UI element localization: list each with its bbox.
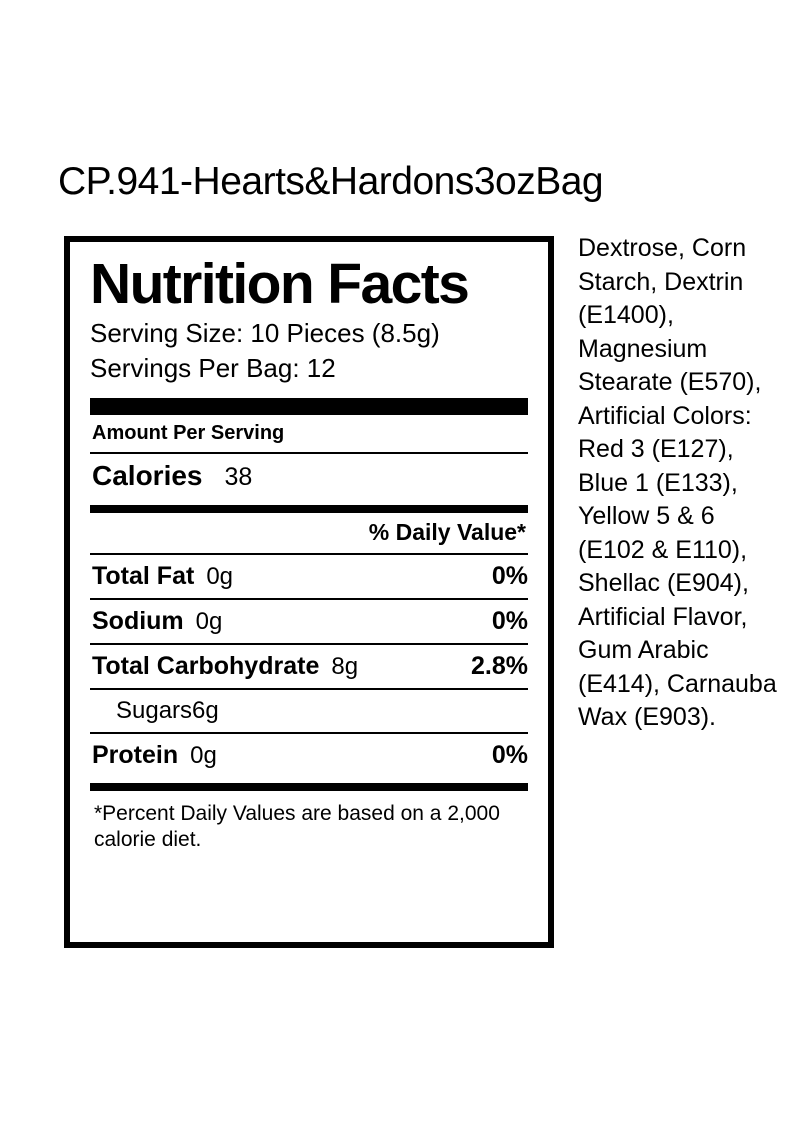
nutrition-facts-panel bbox=[64, 236, 554, 948]
nutrient-name: Total Fat bbox=[92, 562, 195, 591]
servings-per-container-text: Servings Per Bag: 12 bbox=[90, 353, 336, 384]
nutrient-amount: 6g bbox=[192, 697, 219, 725]
nutrient-amount: 0g bbox=[190, 742, 217, 770]
nutrient-name: Protein bbox=[92, 741, 179, 770]
nutrient-dv: 0% bbox=[491, 741, 528, 770]
nutrient-dv: 0% bbox=[491, 607, 528, 636]
table-row bbox=[90, 645, 528, 688]
daily-value-header: % Daily Value* bbox=[368, 519, 526, 546]
nutrient-dv: 2.8% bbox=[471, 652, 528, 681]
nutrient-amount: 8g bbox=[331, 653, 359, 681]
calories-value: 38 bbox=[224, 463, 253, 492]
table-row bbox=[90, 734, 528, 777]
divider-thick-top bbox=[90, 398, 528, 415]
amount-per-serving-label: Amount Per Serving bbox=[92, 422, 285, 445]
calories-row bbox=[90, 454, 528, 499]
nutrition-facts-content bbox=[90, 254, 528, 852]
ingredients-text: Dextrose, Corn Starch, Dextrin (E1400), Magnesium Stearate (E570), Artificial Colors: Red 3 (E127), Blue 1 (E133), Yellow 5 & 6 (E102 & E110), Shellac (E904), Artificial Flavor, Gum Arabic (E414), Carnauba Wax (E903). bbox=[578, 234, 777, 731]
daily-value-footnote: *Percent Daily Values are based on a 2,000 calorie diet. bbox=[94, 802, 500, 851]
table-row bbox=[90, 555, 528, 598]
nutrient-name: Total Carbohydrate bbox=[92, 652, 320, 681]
nutrient-amount: 0g bbox=[195, 608, 223, 636]
nutrient-dv: 0% bbox=[491, 562, 528, 591]
nutrient-name: Sugars bbox=[116, 697, 193, 725]
page-title: CP.941-Hearts&Hardons3ozBag bbox=[58, 160, 604, 203]
divider-medium bbox=[90, 505, 528, 513]
table-row bbox=[90, 600, 528, 643]
serving-size-text: Serving Size: 10 Pieces (8.5g) bbox=[90, 318, 440, 349]
calories-label: Calories bbox=[92, 460, 203, 492]
nutrient-name: Sodium bbox=[92, 607, 184, 636]
nutrition-facts-heading: Nutrition Facts bbox=[90, 252, 469, 316]
table-row bbox=[90, 690, 528, 732]
divider-medium-bottom bbox=[90, 783, 528, 791]
nutrient-amount: 0g bbox=[206, 563, 234, 591]
